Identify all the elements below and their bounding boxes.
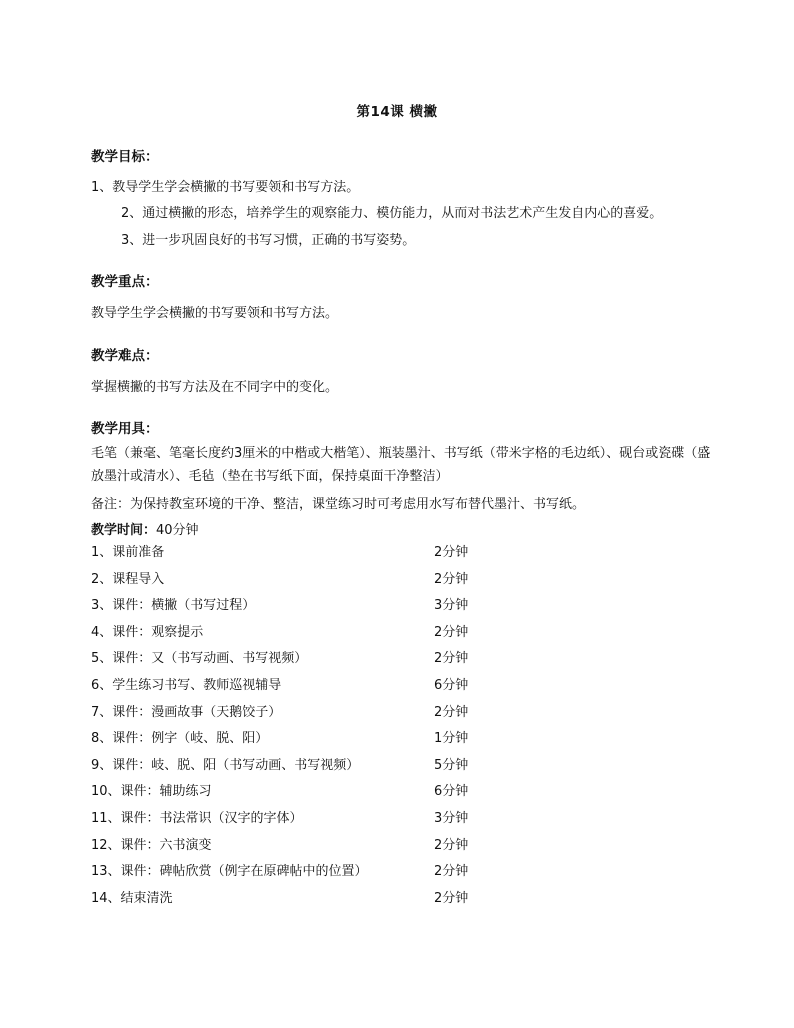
tools-note: 备注：为保持教室环境的干净、整洁，课堂练习时可考虑用水写布替代墨汁、书写纸。 — [91, 497, 586, 512]
schedule-item: 10、课件：辅助练习 — [91, 784, 212, 800]
schedule-time: 2分钟 — [434, 837, 469, 853]
schedule-item: 12、课件：六书演变 — [91, 837, 212, 853]
teaching-time-value: 40分钟 — [156, 523, 199, 538]
schedule-item: 6、学生练习书写、教师巡视辅导 — [91, 677, 282, 693]
goals-heading: 教学目标： — [91, 149, 159, 165]
tools-text: 毛笔（兼毫、笔毫长度约3厘米的中楷或大楷笔）、瓶装墨汁、书写纸（带米字格的毛边纸）、砚台或瓷碟（盛放墨汁或清水）、毛毡（垫在书写纸下面，保持桌面干净整洁） — [91, 446, 711, 484]
schedule-time: 3分钟 — [434, 598, 469, 614]
teaching-time — [91, 519, 199, 538]
schedule-item: 11、课件：书法常识（汉字的字体） — [91, 810, 303, 826]
schedule-item: 13、课件：碑帖欣赏（例字在原碑帖中的位置） — [91, 864, 368, 880]
schedule-item: 14、结束清洗 — [91, 890, 173, 906]
schedule-time: 2分钟 — [434, 571, 469, 587]
schedule-time: 2分钟 — [434, 545, 469, 560]
schedule-row — [91, 623, 491, 650]
schedule-time: 2分钟 — [434, 651, 469, 667]
schedule-time: 6分钟 — [434, 677, 469, 693]
schedule-item: 7、课件：漫画故事（天鹅饺子） — [91, 704, 282, 720]
schedule-row — [91, 703, 491, 730]
schedule-row — [91, 889, 491, 916]
schedule-row — [91, 729, 491, 756]
schedule-time: 6分钟 — [434, 784, 469, 800]
schedule-item: 9、课件：岐、脱、阳（书写动画、书写视频） — [91, 757, 360, 773]
schedule-row — [91, 596, 491, 623]
tools-heading: 教学用具： — [91, 421, 159, 437]
lesson-title: 第14课 横撇 — [356, 104, 438, 120]
schedule-row — [91, 782, 491, 809]
schedule-list — [91, 543, 491, 915]
schedule-row — [91, 862, 491, 889]
schedule-row — [91, 676, 491, 703]
goal-item-2: 2、通过横撇的形态，培养学生的观察能力、模仿能力，从而对书法艺术产生发自内心的喜爱。 — [121, 206, 663, 221]
goal-item-3: 3、进一步巩固良好的书写习惯，正确的书写姿势。 — [121, 233, 416, 248]
teaching-time-label: 教学时间： — [91, 523, 157, 538]
difficulties-text: 掌握横撇的书写方法及在不同字中的变化。 — [91, 380, 339, 395]
goal-item-1: 1、教导学生学会横撇的书写要领和书写方法。 — [91, 180, 360, 195]
schedule-row — [91, 543, 491, 570]
schedule-time: 2分钟 — [434, 864, 469, 880]
schedule-item: 8、课件：例字（岐、脱、阳） — [91, 731, 269, 747]
schedule-time: 2分钟 — [434, 704, 469, 720]
schedule-item: 3、课件：横撇（书写过程） — [91, 598, 256, 614]
schedule-row — [91, 836, 491, 863]
schedule-item: 1、课前准备 — [91, 545, 165, 560]
schedule-time: 5分钟 — [434, 757, 469, 773]
schedule-row — [91, 649, 491, 676]
schedule-row — [91, 809, 491, 836]
schedule-row — [91, 756, 491, 783]
schedule-item: 2、课程导入 — [91, 571, 165, 587]
key-points-text: 教导学生学会横撇的书写要领和书写方法。 — [91, 306, 339, 321]
schedule-time: 2分钟 — [434, 624, 469, 640]
schedule-time: 3分钟 — [434, 810, 469, 826]
schedule-item: 5、课件：又（书写动画、书写视频） — [91, 651, 308, 667]
schedule-time: 2分钟 — [434, 890, 469, 906]
schedule-row — [91, 570, 491, 597]
schedule-item: 4、课件：观察提示 — [91, 624, 204, 640]
schedule-time: 1分钟 — [434, 731, 469, 747]
difficulties-heading: 教学难点： — [91, 348, 159, 364]
key-points-heading: 教学重点： — [91, 274, 159, 290]
